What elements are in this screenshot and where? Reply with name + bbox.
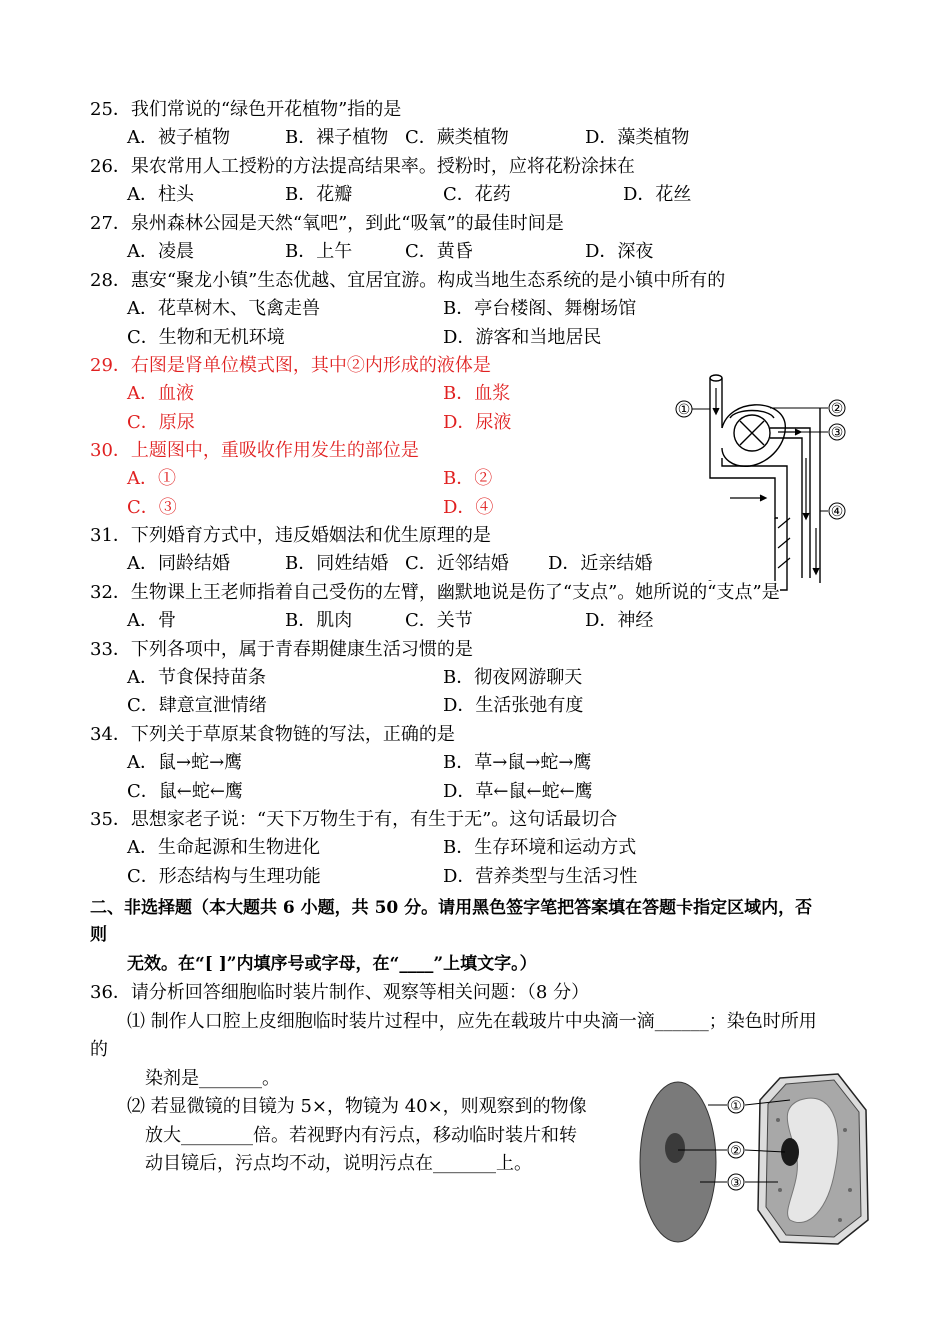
question-26 bbox=[90, 155, 635, 179]
option-c[interactable]: C．关节 bbox=[405, 610, 473, 631]
cell-label-2: ② bbox=[730, 1144, 742, 1159]
label-1: ① bbox=[677, 402, 691, 418]
question-stem: 右图是肾单位模式图，其中②内形成的液体是 bbox=[130, 355, 491, 376]
option-b[interactable]: B．② bbox=[443, 468, 493, 489]
option-d[interactable]: D．营养类型与生活习性 bbox=[443, 866, 638, 887]
question-36-part2-line2: 放大________倍。若视野内有污点，移动临时装片和转 bbox=[145, 1125, 577, 1146]
option-b[interactable]: B．花瓣 bbox=[285, 184, 353, 205]
option-d[interactable]: D．游客和当地居民 bbox=[443, 327, 602, 348]
option-a[interactable]: A．花草树木、飞禽走兽 bbox=[127, 298, 320, 319]
question-stem: 下列婚育方式中，违反婚姻法和优生原理的是 bbox=[130, 525, 491, 546]
question-36-part2-line3: 动目镜后，污点均不动，说明污点在_______上。 bbox=[145, 1153, 532, 1174]
section-2-heading-line3: 无效。在“[ ]”内填序号或字母，在“____”上填文字。） bbox=[127, 954, 537, 974]
section-2-heading-line2: 则 bbox=[90, 925, 107, 945]
option-c[interactable]: C．花药 bbox=[443, 184, 511, 205]
option-a[interactable]: A．生命起源和生物进化 bbox=[127, 837, 320, 858]
cell-diagram bbox=[630, 1070, 880, 1248]
question-number: 26． bbox=[90, 156, 131, 177]
option-b[interactable]: B．彻夜网游聊天 bbox=[443, 667, 583, 688]
option-d[interactable]: D．近亲结婚 bbox=[548, 553, 653, 574]
option-d[interactable]: D．草←鼠←蛇←鹰 bbox=[443, 781, 593, 802]
option-c[interactable]: C．③ bbox=[127, 497, 177, 518]
question-stem: 上题图中，重吸收作用发生的部位是 bbox=[130, 440, 419, 461]
question-number: 32． bbox=[90, 582, 131, 603]
question-stem: 生物课上王老师指着自己受伤的左臂，幽默地说是伤了“支点”。她所说的“支点”是 bbox=[130, 582, 780, 603]
option-a[interactable]: A．鼠→蛇→鹰 bbox=[127, 752, 243, 773]
question-34 bbox=[90, 723, 455, 747]
option-a[interactable]: A．① bbox=[127, 468, 176, 489]
question-28 bbox=[90, 269, 725, 293]
option-a[interactable]: A．凌晨 bbox=[127, 241, 194, 262]
question-36-part1-line1: ⑴ 制作人口腔上皮细胞临时装片过程中，应先在载玻片中央滴一滴______；染色时所用 bbox=[127, 1011, 817, 1032]
option-d[interactable]: D．生活张弛有度 bbox=[443, 695, 584, 716]
option-a[interactable]: A．血液 bbox=[127, 383, 194, 404]
question-number: 35． bbox=[90, 809, 131, 830]
question-32 bbox=[90, 581, 780, 605]
option-a[interactable]: A．骨 bbox=[127, 610, 176, 631]
cell-label-3: ③ bbox=[730, 1176, 742, 1191]
section-2-heading-line1: 二、非选择题（本大题共 6 小题，共 50 分。请用黑色签字笔把答案填在答题卡指定区域内，否 bbox=[90, 898, 813, 918]
option-d[interactable]: D．尿液 bbox=[443, 412, 512, 433]
option-c[interactable]: C．近邻结婚 bbox=[405, 553, 509, 574]
option-d[interactable]: D．花丝 bbox=[623, 184, 692, 205]
question-30 bbox=[90, 439, 419, 463]
question-25 bbox=[90, 98, 401, 122]
cell-label-1: ① bbox=[730, 1099, 742, 1114]
option-c[interactable]: C．蕨类植物 bbox=[405, 127, 509, 148]
question-31 bbox=[90, 524, 491, 548]
question-stem: 我们常说的“绿色开花植物”指的是 bbox=[130, 99, 402, 120]
question-number: 28． bbox=[90, 270, 131, 291]
question-number: 33． bbox=[90, 639, 131, 660]
question-29 bbox=[90, 354, 491, 378]
option-c[interactable]: C．生物和无机环境 bbox=[127, 327, 285, 348]
option-d[interactable]: D．④ bbox=[443, 497, 494, 518]
label-2: ② bbox=[830, 401, 844, 417]
question-stem: 下列各项中，属于青春期健康生活习惯的是 bbox=[130, 639, 473, 660]
option-a[interactable]: A．被子植物 bbox=[127, 127, 230, 148]
question-stem: 惠安“聚龙小镇”生态优越、宜居宜游。构成当地生态系统的是小镇中所有的 bbox=[130, 270, 726, 291]
question-36-stem: 36．请分析回答细胞临时装片制作、观察等相关问题：（8 分） bbox=[90, 982, 590, 1003]
label-4: ④ bbox=[830, 504, 844, 520]
animal-cell-nucleus bbox=[665, 1133, 685, 1163]
question-number: 30． bbox=[90, 440, 131, 461]
option-d[interactable]: D．神经 bbox=[585, 610, 654, 631]
option-b[interactable]: B．肌肉 bbox=[285, 610, 353, 631]
label-3: ③ bbox=[830, 425, 844, 441]
option-a[interactable]: A．节食保持苗条 bbox=[127, 667, 266, 688]
question-36-part1-line2: 的 bbox=[90, 1039, 108, 1060]
question-35 bbox=[90, 808, 617, 832]
option-d[interactable]: D．深夜 bbox=[585, 241, 654, 262]
question-number: 25． bbox=[90, 99, 131, 120]
question-number: 34． bbox=[90, 724, 131, 745]
question-27 bbox=[90, 212, 564, 236]
question-33 bbox=[90, 638, 473, 662]
question-stem: 思想家老子说：“天下万物生于有，有生于无”。这句话最切合 bbox=[130, 809, 618, 830]
option-b[interactable]: B．亭台楼阁、舞榭场馆 bbox=[443, 298, 637, 319]
question-stem: 果农常用人工授粉的方法提高结果率。授粉时，应将花粉涂抹在 bbox=[130, 156, 635, 177]
question-number: 29． bbox=[90, 355, 131, 376]
option-c[interactable]: C．黄昏 bbox=[405, 241, 473, 262]
option-b[interactable]: B．裸子植物 bbox=[285, 127, 389, 148]
option-b[interactable]: B．草→鼠→蛇→鹰 bbox=[443, 752, 592, 773]
question-stem: 泉州森林公园是天然“氧吧”，到此“吸氧”的最佳时间是 bbox=[130, 213, 564, 234]
option-c[interactable]: C．肆意宣泄情绪 bbox=[127, 695, 267, 716]
nephron-diagram bbox=[670, 368, 860, 593]
option-d[interactable]: D．藻类植物 bbox=[585, 127, 690, 148]
option-b[interactable]: B．上午 bbox=[285, 241, 353, 262]
option-b[interactable]: B．生存环境和运动方式 bbox=[443, 837, 637, 858]
option-c[interactable]: C．鼠←蛇←鹰 bbox=[127, 781, 243, 802]
option-a[interactable]: A．柱头 bbox=[127, 184, 194, 205]
question-36-part2-line1: ⑵ 若显微镜的目镜为 5×，物镜为 40×，则观察到的物像 bbox=[127, 1096, 587, 1117]
question-number: 27． bbox=[90, 213, 131, 234]
option-a[interactable]: A．同龄结婚 bbox=[127, 553, 230, 574]
question-36-part1-line3: 染剂是_______。 bbox=[145, 1068, 280, 1089]
question-stem: 下列关于草原某食物链的写法，正确的是 bbox=[130, 724, 455, 745]
option-b[interactable]: B．血浆 bbox=[443, 383, 511, 404]
option-b[interactable]: B．同姓结婚 bbox=[285, 553, 389, 574]
option-c[interactable]: C．形态结构与生理功能 bbox=[127, 866, 321, 887]
question-number: 31． bbox=[90, 525, 131, 546]
option-c[interactable]: C．原尿 bbox=[127, 412, 195, 433]
